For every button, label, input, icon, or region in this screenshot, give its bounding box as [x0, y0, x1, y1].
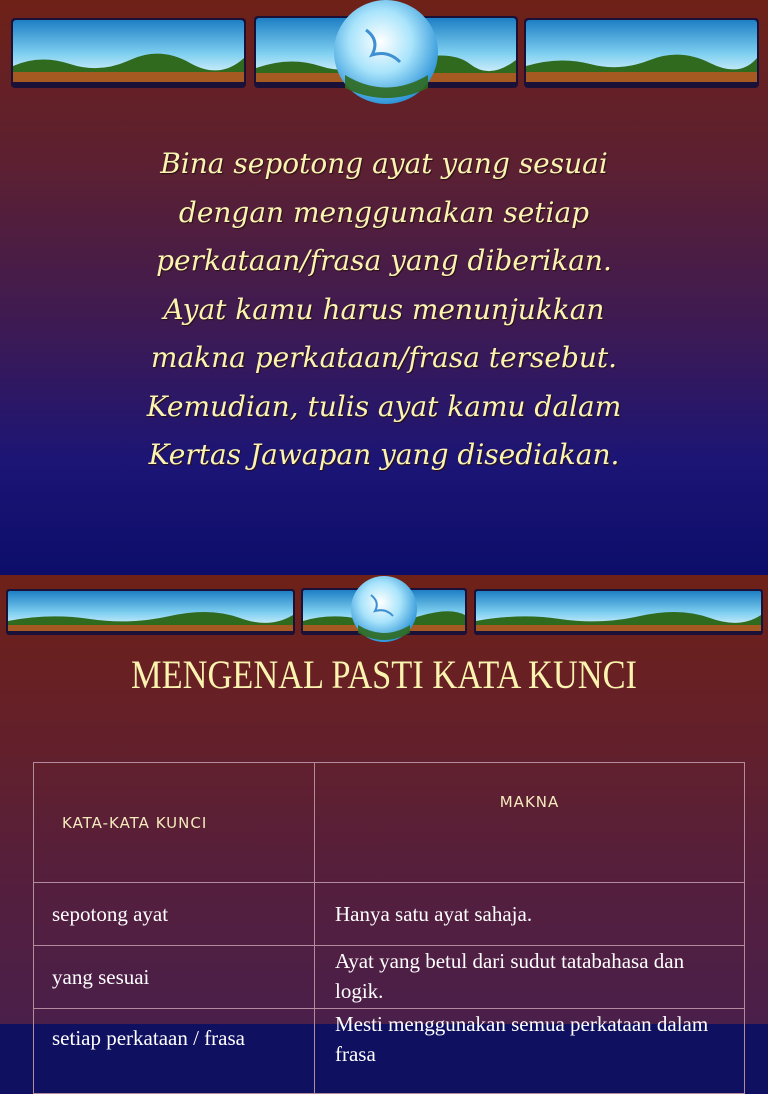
banner-panel-right [474, 589, 763, 635]
instruction-line: dengan menggunakan setiap [178, 195, 590, 229]
meaning-cell: Hanya satu ayat sahaja. [315, 883, 745, 946]
instruction-line: Ayat kamu harus menunjukkan [163, 292, 605, 326]
slide-title: MENGENAL PASTI KATA KUNCI [131, 652, 637, 697]
column-header: KATA-KATA KUNCI [34, 763, 315, 883]
keywords-table [33, 762, 745, 1094]
landscape-banner [0, 0, 768, 110]
instruction-line: perkataan/frasa yang diberikan. [156, 244, 612, 277]
globe-icon [351, 576, 417, 642]
table-row [34, 1009, 745, 1094]
instruction-line: Kemudian, tulis ayat kamu dalam [146, 389, 622, 423]
table-row [34, 883, 745, 946]
landscape-banner [0, 575, 768, 650]
keyword-cell: setiap perkataan / frasa [34, 1009, 315, 1094]
banner-panel-left [11, 18, 246, 88]
banner-panel-left [6, 589, 295, 635]
table-header-row [34, 763, 745, 883]
keyword-cell: sepotong ayat [34, 883, 315, 946]
globe-icon [334, 0, 438, 104]
banner-panel-right [524, 18, 759, 88]
keyword-cell: yang sesuai [34, 946, 315, 1009]
meaning-cell: Ayat yang betul dari sudut tatabahasa dan logik. [315, 946, 745, 1009]
table-row [34, 946, 745, 1009]
slide-2 [0, 575, 768, 1066]
instruction-line: Bina sepotong ayat yang sesuai [160, 147, 608, 180]
instruction-text [40, 140, 728, 480]
meaning-cell: Mesti menggunakan semua perkataan dalam frasa [315, 1009, 745, 1094]
instruction-line: makna perkataan/frasa tersebut. [150, 341, 618, 374]
column-header: MAKNA [315, 763, 745, 883]
instruction-line: Kertas Jawapan yang disediakan. [148, 438, 620, 471]
